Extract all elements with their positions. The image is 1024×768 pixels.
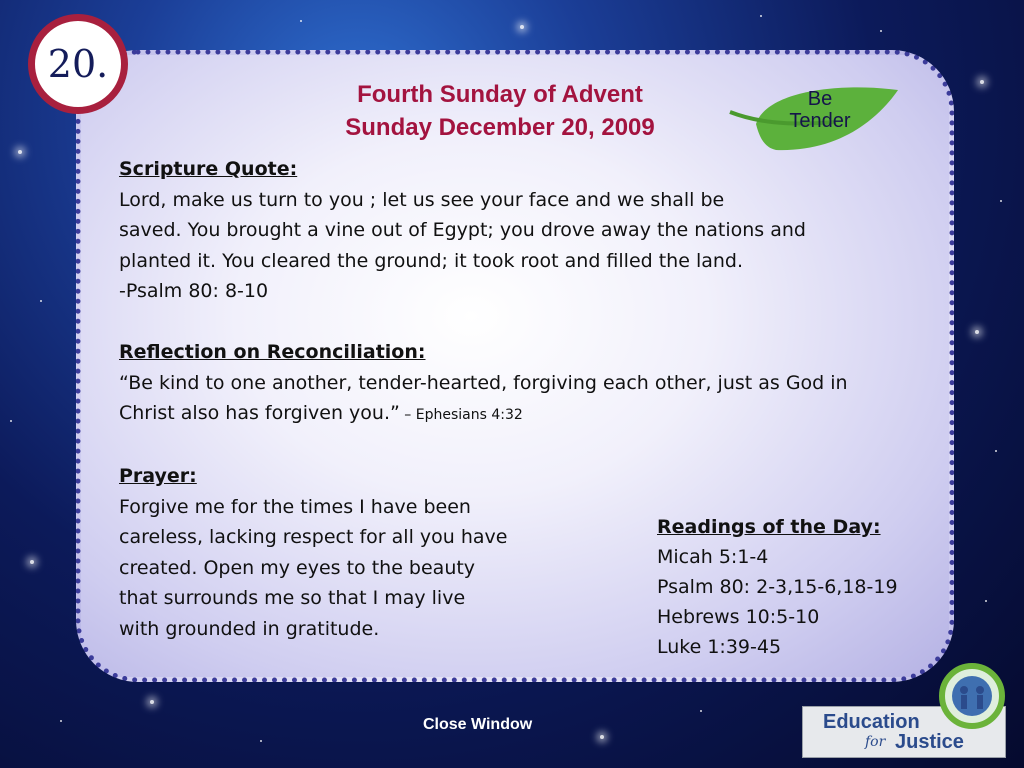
prayer-line: careless, lacking respect for all you have <box>119 526 508 548</box>
star <box>1000 200 1002 202</box>
title-line-2: Sunday December 20, 2009 <box>345 114 655 141</box>
star <box>300 20 302 22</box>
star <box>880 30 882 32</box>
star <box>760 15 762 17</box>
scripture-citation: -Psalm 80: 8-10 <box>119 280 269 302</box>
scripture-line: planted it. You cleared the ground; it took root and filled the land. <box>119 249 744 272</box>
scripture-line: Lord, make us turn to you ; let us see your face and we shall be <box>119 188 725 211</box>
star <box>700 710 702 712</box>
slide-number-badge <box>28 14 128 114</box>
reflection-text: Christ also has forgiven you.” <box>119 402 400 424</box>
globe-people-icon <box>936 660 1008 732</box>
star <box>18 150 22 154</box>
prayer-text <box>119 492 549 645</box>
close-window-link[interactable]: Close Window <box>423 716 533 733</box>
slide-number: 20. <box>47 42 109 86</box>
logo-line-2: Justice <box>895 731 964 753</box>
leaf-text-line-2: Tender <box>789 110 851 132</box>
star <box>980 80 984 84</box>
star <box>60 720 62 722</box>
page-title <box>300 78 700 144</box>
star <box>995 450 997 452</box>
prayer-line: created. Open my eyes to the beauty <box>119 556 476 579</box>
reflection-heading: Reflection on Reconciliation: <box>119 341 426 363</box>
star <box>150 700 154 704</box>
logo-line-1: Education <box>823 711 920 733</box>
logo-for: for <box>865 734 886 750</box>
reflection-line: “Be kind to one another, tender-hearted, forgiving each other, just as God in <box>119 371 848 394</box>
leaf-text-line-1: Be <box>807 88 833 110</box>
star <box>40 300 42 302</box>
readings-of-the-day <box>657 512 957 662</box>
reading-item: Luke 1:39-45 <box>657 636 782 658</box>
star <box>260 740 262 742</box>
readings-heading: Readings of the Day: <box>657 516 881 538</box>
title-line-1: Fourth Sunday of Advent <box>357 81 643 108</box>
be-tender-label <box>770 88 870 132</box>
reading-item: Psalm 80: 2-3,15-6,18-19 <box>657 576 898 598</box>
reflection-citation: – Ephesians 4:32 <box>399 407 523 423</box>
star <box>10 420 12 422</box>
scripture-line: saved. You brought a vine out of Egypt; you drove away the nations and <box>119 219 806 241</box>
reflection-line-2 <box>119 398 919 431</box>
prayer-line: Forgive me for the times I have been <box>119 495 471 518</box>
star <box>30 560 34 564</box>
star <box>520 25 524 29</box>
prayer-line: with grounded in gratitude. <box>119 617 380 640</box>
prayer-line: that surrounds me so that I may live <box>119 587 466 609</box>
star <box>975 330 979 334</box>
reading-item: Hebrews 10:5-10 <box>657 606 820 628</box>
reading-item: Micah 5:1-4 <box>657 546 769 568</box>
star <box>985 600 987 602</box>
star <box>600 735 604 739</box>
prayer-heading: Prayer: <box>119 465 197 487</box>
scripture-heading: Scripture Quote: <box>119 158 298 180</box>
